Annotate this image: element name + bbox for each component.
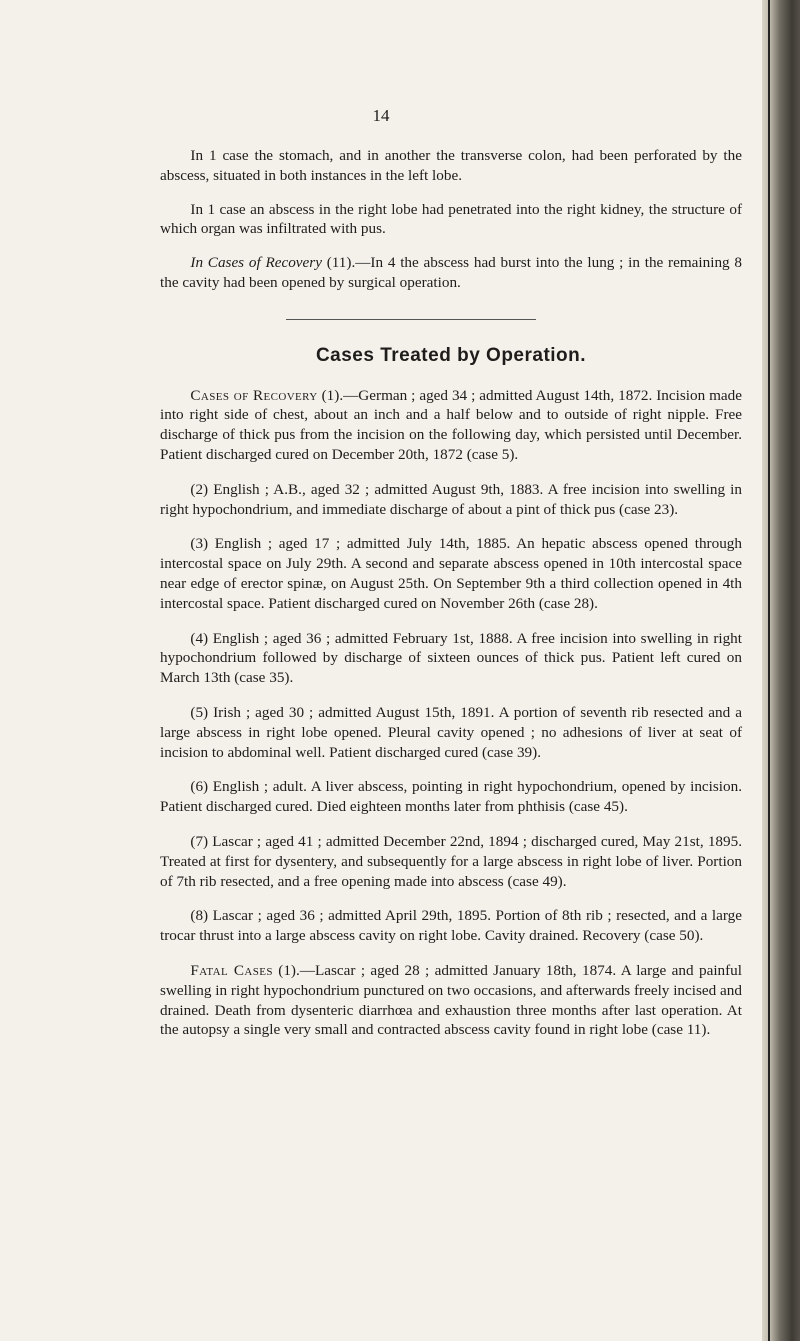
paragraph-recovery-note [160,253,742,293]
page-body [160,146,742,1055]
paragraph-perforation: In 1 case the stomach, and in another the transverse colon, had been perforated by the abscess, situated in both instances in the left lobe. [160,147,742,184]
case-recovery-2: (2) English ; A.B., aged 32 ; admitted August 9th, 1883. A free incision into swelling in right hypochondrium, and immediate discharge of about a pint of thick pus (case 23). [160,480,742,518]
fatal-cases-lead: Fatal Cases [190,961,273,979]
recovery-note-lead: In Cases of Recovery [190,254,322,272]
case-recovery-6: (6) English ; adult. A liver abscess, pointing in right hypochondrium, opened by incision. Patient discharged cured. Died eighteen months later from phthisis (case 45). [160,778,742,816]
page-number: 14 [372,106,390,125]
book-binding-edge [762,0,800,1341]
case-recovery-1-text: (1).—German ; aged 34 ; admitted August 14th, 1872. Incision made into right side of chest, about an inch and a half below and to outside of right nipple. Free discharge of thick pus from the incision on the following day, which persisted until December. Patient discharged cured on December 20th, 1872 (case 5). [160,386,743,463]
case-fatal-1 [160,961,742,1040]
recovery-note-text: (11).—In 4 the abscess had burst into the lung ; in the remaining 8 the cavity had been opened by surgical operation. [160,254,742,291]
paragraph-kidney: In 1 case an abscess in the right lobe had penetrated into the right kidney, the structure of which organ was infiltrated with pus. [160,200,742,238]
recovery-cases-lead: Cases of Recovery [190,386,318,404]
section-divider [286,319,536,320]
case-recovery-3: (3) English ; aged 17 ; admitted July 14th, 1885. An hepatic abscess opened through intercostal space on July 29th. A second and separate abscess opened in 10th intercostal space near edge of erector spinæ, on August 25th. On September 9th a third collection opened in 4th intercostal space. Patient discharged cured on November 26th (case 28). [160,535,742,612]
case-recovery-7: (7) Lascar ; aged 41 ; admitted December 22nd, 1894 ; discharged cured, May 21st, 1895. Treated at first for dysentery, and subsequently for a large abscess in right lobe of liver. Portion of 7th rib resected, and a free opening made into abscess (case 49). [160,832,742,890]
case-recovery-4: (4) English ; aged 36 ; admitted February 1st, 1888. A free incision into swelling in right hypochondrium followed by discharge of sixteen ounces of thick pus. Patient left cured on March 13th (case 35). [160,629,742,687]
section-heading: Cases Treated by Operation. [315,344,587,366]
case-recovery-8: (8) Lascar ; aged 36 ; admitted April 29th, 1895. Portion of 8th rib ; resected, and a large trocar thrust into a large abscess cavity on right lobe. Cavity drained. Recovery (case 50). [160,907,742,945]
case-recovery-1 [160,386,742,465]
case-fatal-1-text: (1).—Lascar ; aged 28 ; admitted January 18th, 1874. A large and painful swelling in right hypochondrium punctured on two occasions, and afterwards freely incised and drained. Death from dysenteric diarrhœa and exhaustion three months after last operation. At the autopsy a single very small and contracted abscess cavity found in right lobe (case 11). [160,961,742,1039]
case-recovery-5: (5) Irish ; aged 30 ; admitted August 15th, 1891. A portion of seventh rib resected and a large abscess in right lobe opened. Pleural cavity opened ; no adhesions of liver at seat of incision to abdominal well. Patient discharged cured (case 39). [160,703,742,761]
